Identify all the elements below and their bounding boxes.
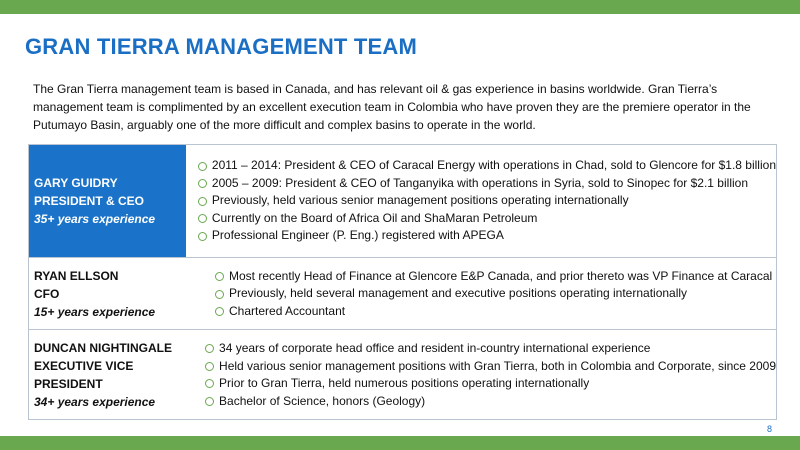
bullet-circle-icon [198,197,207,206]
bullet-circle-icon [205,397,214,406]
list-item: Previously, held various senior management positions operating internationally [198,192,776,210]
executive-bullets [186,145,776,257]
bullet-circle-icon [215,290,224,299]
bullet-circle-icon [205,379,214,388]
page-title: GRAN TIERRA MANAGEMENT TEAM [25,34,418,59]
list-item: Prior to Gran Tierra, held numerous positions operating internationally [205,375,776,393]
table-row [29,145,776,257]
executive-role: PRESIDENT & CEO [34,194,145,208]
executive-experience: 15+ years experience [34,305,156,319]
executive-name: DUNCAN NIGHTINGALE [34,341,172,355]
executive-profile [29,330,193,420]
executive-experience: 35+ years experience [34,212,156,226]
list-item: Held various senior management positions with Gran Tierra, both in Colombia and Corporate, since 2009 [205,358,776,376]
top-accent-bar [0,0,800,14]
list-item: Professional Engineer (P. Eng.) registered with APEGA [198,227,776,245]
bullet-circle-icon [205,344,214,353]
list-item: Previously, held several management and executive positions operating internationally [215,285,776,303]
list-item: 34 years of corporate head office and resident in-country international experience [205,340,776,358]
list-item: Currently on the Board of Africa Oil and ShaMaran Petroleum [198,210,776,228]
executive-profile [29,145,186,257]
executive-role: EXECUTIVE VICE PRESIDENT [34,359,134,391]
bullet-circle-icon [215,307,224,316]
executive-bullets [203,258,776,330]
executive-experience: 34+ years experience [34,395,156,409]
executive-role: CFO [34,287,60,301]
list-item: Bachelor of Science, honors (Geology) [205,393,776,411]
bullet-circle-icon [215,272,224,281]
bullet-circle-icon [198,232,207,241]
bullet-circle-icon [205,362,214,371]
bullet-circle-icon [198,179,207,188]
intro-paragraph: The Gran Tierra management team is based in Canada, and has relevant oil & gas experience in basins worldwide. Gran Tierra’s management team is complimented by an excellent execution team in Colombia who have proven they are the premiere operator in the Putumayo Basin, arguably one of the more difficult and complex basins to operate in the world. [33,82,751,132]
executive-name: GARY GUIDRY [34,176,118,190]
executive-profile [29,258,203,330]
executive-bullets [193,330,776,420]
list-item: Chartered Accountant [215,303,776,321]
bullet-circle-icon [198,162,207,171]
bullet-circle-icon [198,214,207,223]
table-row [29,329,776,420]
executive-name: RYAN ELLSON [34,269,119,283]
management-table [28,144,777,420]
list-item: Most recently Head of Finance at Glencore E&P Canada, and prior thereto was VP Finance at Caracal [215,268,776,286]
page-number: 8 [767,424,773,434]
list-item: 2011 – 2014: President & CEO of Caracal Energy with operations in Chad, sold to Glencore for $1.8 billion [198,157,776,175]
list-item: 2005 – 2009: President & CEO of Tanganyika with operations in Syria, sold to Sinopec for $2.1 billion [198,175,776,193]
table-row [29,257,776,330]
bottom-accent-bar [0,436,800,450]
